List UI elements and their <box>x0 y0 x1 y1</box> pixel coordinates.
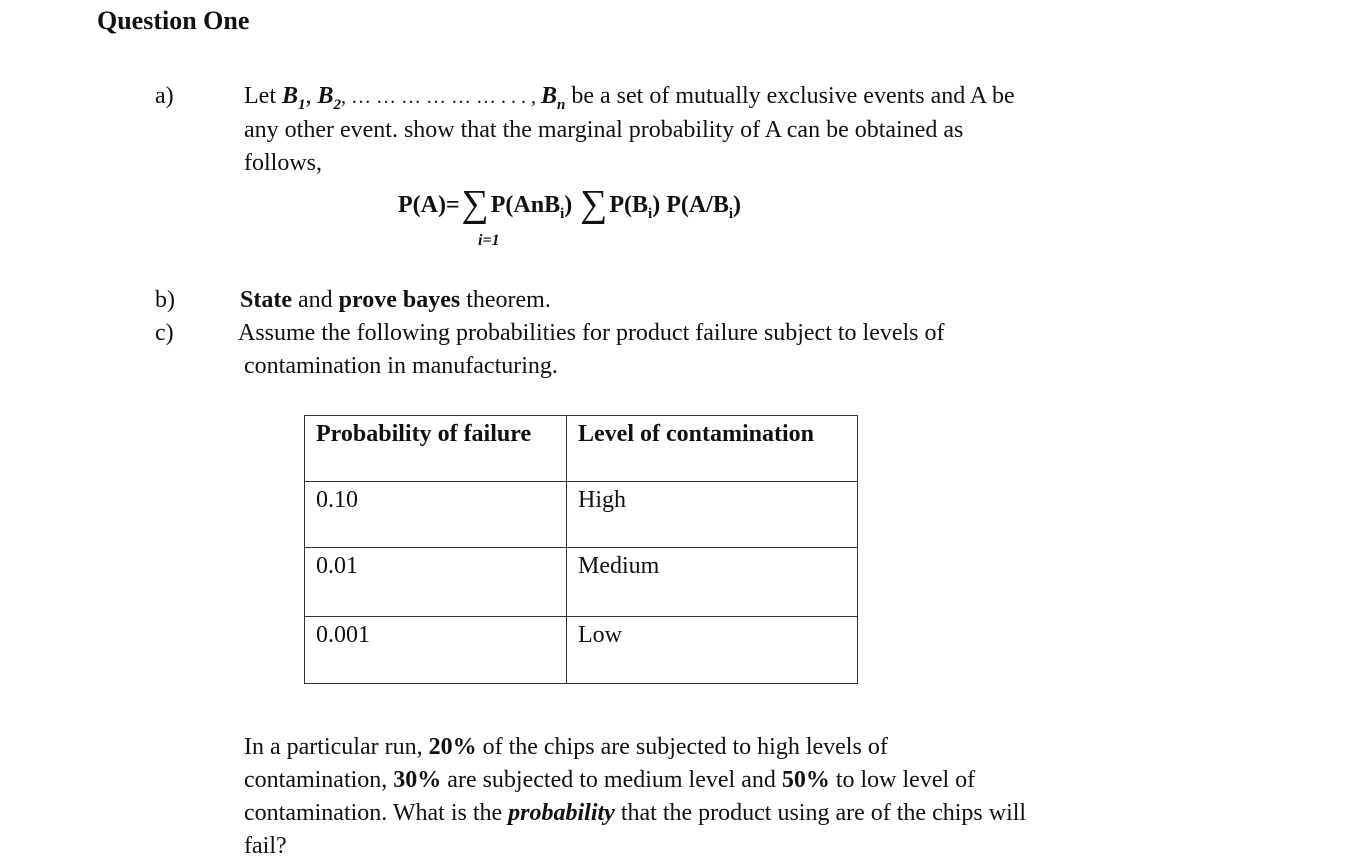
prove-bayes-words: prove bayes <box>338 287 461 313</box>
bn-symbol: $B_n$ <box>541 83 566 113</box>
sigma-icon: ∑ <box>580 183 608 225</box>
table-header-row <box>305 416 858 482</box>
ellipsis: , … … … … … … . . . , <box>341 86 542 108</box>
table-cell: Low <box>567 617 858 684</box>
part-a-line-2: any other event. show that the marginal probability of A can be obtained as <box>244 117 964 143</box>
header-level-of-contamination: Level of contamination <box>567 416 858 482</box>
formula-lhs: P(A)= <box>398 192 460 218</box>
part-a-label: a) <box>155 83 174 109</box>
part-b-label: b) <box>155 287 175 313</box>
b2-symbol: $B_2$ <box>317 83 342 113</box>
percent-high: 20% <box>428 734 477 760</box>
table-row <box>305 548 858 617</box>
closing-line-4: fail? <box>244 833 287 859</box>
percent-low: 50% <box>781 767 830 793</box>
b1-symbol: $B_1$ <box>281 83 306 113</box>
table-cell: 0.10 <box>305 482 567 548</box>
part-c-label: c) <box>155 320 174 346</box>
comma: , <box>305 83 318 109</box>
part-a-line-1 <box>244 80 1144 114</box>
part-a-text <box>244 80 1144 180</box>
table-cell: 0.01 <box>305 548 567 617</box>
theorem-word: theorem. <box>460 287 551 313</box>
part-b-text <box>240 284 551 317</box>
closing-line-2: contamination, 30% are subjected to medium level and 50% to low level of <box>244 767 976 793</box>
state-word: State <box>240 287 292 313</box>
marginal-probability-formula <box>398 183 742 225</box>
probability-emphasis: probability <box>508 800 615 826</box>
table-row <box>305 617 858 684</box>
let-word: Let <box>244 83 276 109</box>
part-c-line-1: Assume the following probabilities for product failure subject to levels of <box>238 320 945 346</box>
table-row <box>305 482 858 548</box>
table-cell: 0.001 <box>305 617 567 684</box>
closing-line-3: contamination. What is the probability that the product using are of the chips will <box>244 800 1027 826</box>
and-word: and <box>291 287 339 313</box>
closing-paragraph <box>244 731 1144 863</box>
formula-term-2: $P(B_i)$ $P(A/B_i)$ <box>609 192 742 222</box>
part-a-line-1-rest: be a set of mutually exclusive events and A be <box>565 83 1015 109</box>
percent-medium: 30% <box>393 767 442 793</box>
sigma-icon: ∑ <box>461 183 489 225</box>
table-cell: High <box>567 482 858 548</box>
table-cell: Medium <box>567 548 858 617</box>
header-probability-of-failure: Probability of failure <box>305 416 567 482</box>
part-a-line-3: follows, <box>244 150 322 176</box>
closing-line-1: In a particular run, 20% of the chips are subjected to high levels of <box>244 734 888 760</box>
failure-probability-table <box>304 415 858 684</box>
summation-limit: i=1 <box>478 232 500 249</box>
part-c-line-2: contamination in manufacturing. <box>244 353 558 379</box>
formula-term-1: P(AnB$_i$) <box>490 192 573 222</box>
question-title: Question One <box>97 6 250 35</box>
